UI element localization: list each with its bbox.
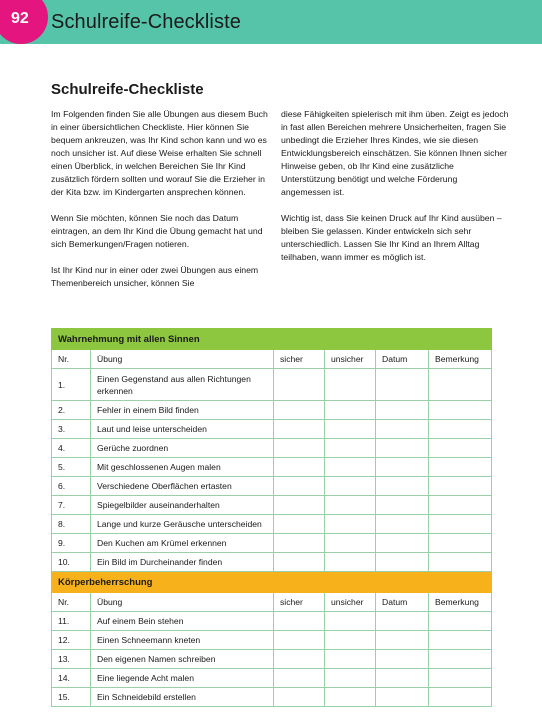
exercise-name: Laut und leise unterscheiden: [91, 420, 274, 439]
sicher-cell[interactable]: [274, 401, 325, 420]
column-header: Bemerkung: [429, 350, 492, 369]
column-header-row: [52, 593, 492, 612]
sicher-cell[interactable]: [274, 534, 325, 553]
exercise-name: Spiegelbilder auseinanderhalten: [91, 496, 274, 515]
exercise-name: Ein Bild im Durcheinander finden: [91, 553, 274, 572]
column-header: sicher: [274, 350, 325, 369]
datum-cell[interactable]: [376, 401, 429, 420]
column-header-row: [52, 350, 492, 369]
column-header: unsicher: [325, 350, 376, 369]
bemerkung-cell[interactable]: [429, 688, 492, 707]
exercise-number: 5.: [52, 458, 91, 477]
unsicher-cell[interactable]: [325, 631, 376, 650]
datum-cell[interactable]: [376, 458, 429, 477]
unsicher-cell[interactable]: [325, 515, 376, 534]
column-header: Übung: [91, 350, 274, 369]
unsicher-cell[interactable]: [325, 534, 376, 553]
intro-right-column: [281, 108, 509, 277]
bemerkung-cell[interactable]: [429, 496, 492, 515]
bemerkung-cell[interactable]: [429, 631, 492, 650]
unsicher-cell[interactable]: [325, 650, 376, 669]
header-title: Schulreife-Checkliste: [51, 11, 241, 33]
category-title: Wahrnehmung mit allen Sinnen: [52, 329, 492, 350]
table-row: [52, 534, 492, 553]
table-row: [52, 553, 492, 572]
page-number: 92: [11, 10, 29, 27]
bemerkung-cell[interactable]: [429, 420, 492, 439]
unsicher-cell[interactable]: [325, 401, 376, 420]
bemerkung-cell[interactable]: [429, 458, 492, 477]
datum-cell[interactable]: [376, 369, 429, 401]
datum-cell[interactable]: [376, 496, 429, 515]
unsicher-cell[interactable]: [325, 688, 376, 707]
datum-cell[interactable]: [376, 477, 429, 496]
table-row: [52, 669, 492, 688]
datum-cell[interactable]: [376, 669, 429, 688]
unsicher-cell[interactable]: [325, 612, 376, 631]
column-header: Bemerkung: [429, 593, 492, 612]
category-title: Körperbeherrschung: [52, 572, 492, 593]
table-row: [52, 631, 492, 650]
exercise-number: 12.: [52, 631, 91, 650]
sicher-cell[interactable]: [274, 650, 325, 669]
section-title: Schulreife-Checkliste: [51, 81, 204, 98]
sicher-cell[interactable]: [274, 612, 325, 631]
datum-cell[interactable]: [376, 553, 429, 572]
table-row: [52, 688, 492, 707]
unsicher-cell[interactable]: [325, 496, 376, 515]
table-row: [52, 650, 492, 669]
exercise-name: Fehler in einem Bild finden: [91, 401, 274, 420]
bemerkung-cell[interactable]: [429, 553, 492, 572]
checklist-table-wrap: [51, 328, 491, 707]
sicher-cell[interactable]: [274, 631, 325, 650]
table-row: [52, 496, 492, 515]
datum-cell[interactable]: [376, 515, 429, 534]
exercise-number: 3.: [52, 420, 91, 439]
checklist-table: [51, 328, 492, 707]
datum-cell[interactable]: [376, 420, 429, 439]
exercise-name: Gerüche zuordnen: [91, 439, 274, 458]
column-header: Datum: [376, 593, 429, 612]
column-header: Datum: [376, 350, 429, 369]
bemerkung-cell[interactable]: [429, 534, 492, 553]
exercise-number: 4.: [52, 439, 91, 458]
intro-paragraph: diese Fähigkeiten spielerisch mit ihm üben. Zeigt es jedoch in fast allen Bereichen mehrere Unsicherheiten, fragen Sie unbedingt die Erzieher Ihres Kindes, wie sie diesen Entwicklungsbereich einschätzen. Sie können Ihnen sicher Hinweise geben, ob Ihr Kind eine zusätzliche Unterstützung benötigt und welche Förderung angemessen ist.: [281, 109, 509, 197]
exercise-name: Einen Schneemann kneten: [91, 631, 274, 650]
sicher-cell[interactable]: [274, 420, 325, 439]
table-row: [52, 439, 492, 458]
sicher-cell[interactable]: [274, 553, 325, 572]
exercise-number: 14.: [52, 669, 91, 688]
column-header: Übung: [91, 593, 274, 612]
category-row: [52, 329, 492, 350]
exercise-number: 2.: [52, 401, 91, 420]
column-header: unsicher: [325, 593, 376, 612]
table-row: [52, 458, 492, 477]
datum-cell[interactable]: [376, 439, 429, 458]
exercise-name: Den Kuchen am Krümel erkennen: [91, 534, 274, 553]
unsicher-cell[interactable]: [325, 369, 376, 401]
exercise-number: 9.: [52, 534, 91, 553]
exercise-number: 7.: [52, 496, 91, 515]
unsicher-cell[interactable]: [325, 420, 376, 439]
intro-paragraph: Ist Ihr Kind nur in einer oder zwei Übungen aus einem Themenbereich unsicher, können Sie: [51, 265, 259, 288]
exercise-number: 10.: [52, 553, 91, 572]
exercise-number: 11.: [52, 612, 91, 631]
unsicher-cell[interactable]: [325, 458, 376, 477]
datum-cell[interactable]: [376, 688, 429, 707]
unsicher-cell[interactable]: [325, 477, 376, 496]
exercise-number: 15.: [52, 688, 91, 707]
exercise-number: 1.: [52, 369, 91, 401]
bemerkung-cell[interactable]: [429, 612, 492, 631]
unsicher-cell[interactable]: [325, 669, 376, 688]
exercise-name: Auf einem Bein stehen: [91, 612, 274, 631]
datum-cell[interactable]: [376, 534, 429, 553]
bemerkung-cell[interactable]: [429, 439, 492, 458]
intro-paragraph: Wichtig ist, dass Sie keinen Druck auf Ihr Kind ausüben – bleiben Sie gelassen. Kinder entwickeln sich sehr unterschiedlich. Lassen Sie Ihr Kind an Ihrem Alltag teilhaben, wann immer es möglich ist.: [281, 213, 502, 262]
intro-paragraph: Im Folgenden finden Sie alle Übungen aus diesem Buch in einer übersichtlichen Checkliste. Hier können Sie bequem ankreuzen, was Ihr Kind schon kann und wo es noch unsicher ist. Auf diese Weise erhalten Sie schnell einen Überblick, in welchen Bereichen Sie Ihr Kind zusätzlich fördern sollten und worauf Sie die Erzieher in der Kita bzw. im Kindergarten ansprechen können.: [51, 109, 268, 197]
exercise-name: Verschiedene Oberflächen ertasten: [91, 477, 274, 496]
column-header: Nr.: [52, 593, 91, 612]
bemerkung-cell[interactable]: [429, 477, 492, 496]
exercise-name: Lange und kurze Geräusche unterscheiden: [91, 515, 274, 534]
exercise-number: 13.: [52, 650, 91, 669]
table-row: [52, 369, 492, 401]
datum-cell[interactable]: [376, 631, 429, 650]
category-row: [52, 572, 492, 593]
table-row: [52, 477, 492, 496]
unsicher-cell[interactable]: [325, 439, 376, 458]
datum-cell[interactable]: [376, 650, 429, 669]
sicher-cell[interactable]: [274, 369, 325, 401]
exercise-name: Mit geschlossenen Augen malen: [91, 458, 274, 477]
exercise-name: Eine liegende Acht malen: [91, 669, 274, 688]
table-row: [52, 515, 492, 534]
table-row: [52, 401, 492, 420]
datum-cell[interactable]: [376, 612, 429, 631]
sicher-cell[interactable]: [274, 477, 325, 496]
exercise-number: 6.: [52, 477, 91, 496]
sicher-cell[interactable]: [274, 439, 325, 458]
unsicher-cell[interactable]: [325, 553, 376, 572]
sicher-cell[interactable]: [274, 515, 325, 534]
column-header: Nr.: [52, 350, 91, 369]
sicher-cell[interactable]: [274, 669, 325, 688]
bemerkung-cell[interactable]: [429, 515, 492, 534]
column-header: sicher: [274, 593, 325, 612]
sicher-cell[interactable]: [274, 458, 325, 477]
table-row: [52, 420, 492, 439]
intro-paragraph: Wenn Sie möchten, können Sie noch das Datum eintragen, an dem Ihr Kind die Übung gemacht hat und sich Bemerkungen/Fragen notieren.: [51, 213, 263, 249]
intro-left-column: [51, 108, 271, 303]
exercise-name: Einen Gegenstand aus allen Richtungen erkennen: [91, 369, 274, 401]
sicher-cell[interactable]: [274, 496, 325, 515]
table-row: [52, 612, 492, 631]
bemerkung-cell[interactable]: [429, 669, 492, 688]
exercise-name: Den eigenen Namen schreiben: [91, 650, 274, 669]
bemerkung-cell[interactable]: [429, 650, 492, 669]
sicher-cell[interactable]: [274, 688, 325, 707]
exercise-name: Ein Schneidebild erstellen: [91, 688, 274, 707]
exercise-number: 8.: [52, 515, 91, 534]
bemerkung-cell[interactable]: [429, 401, 492, 420]
bemerkung-cell[interactable]: [429, 369, 492, 401]
